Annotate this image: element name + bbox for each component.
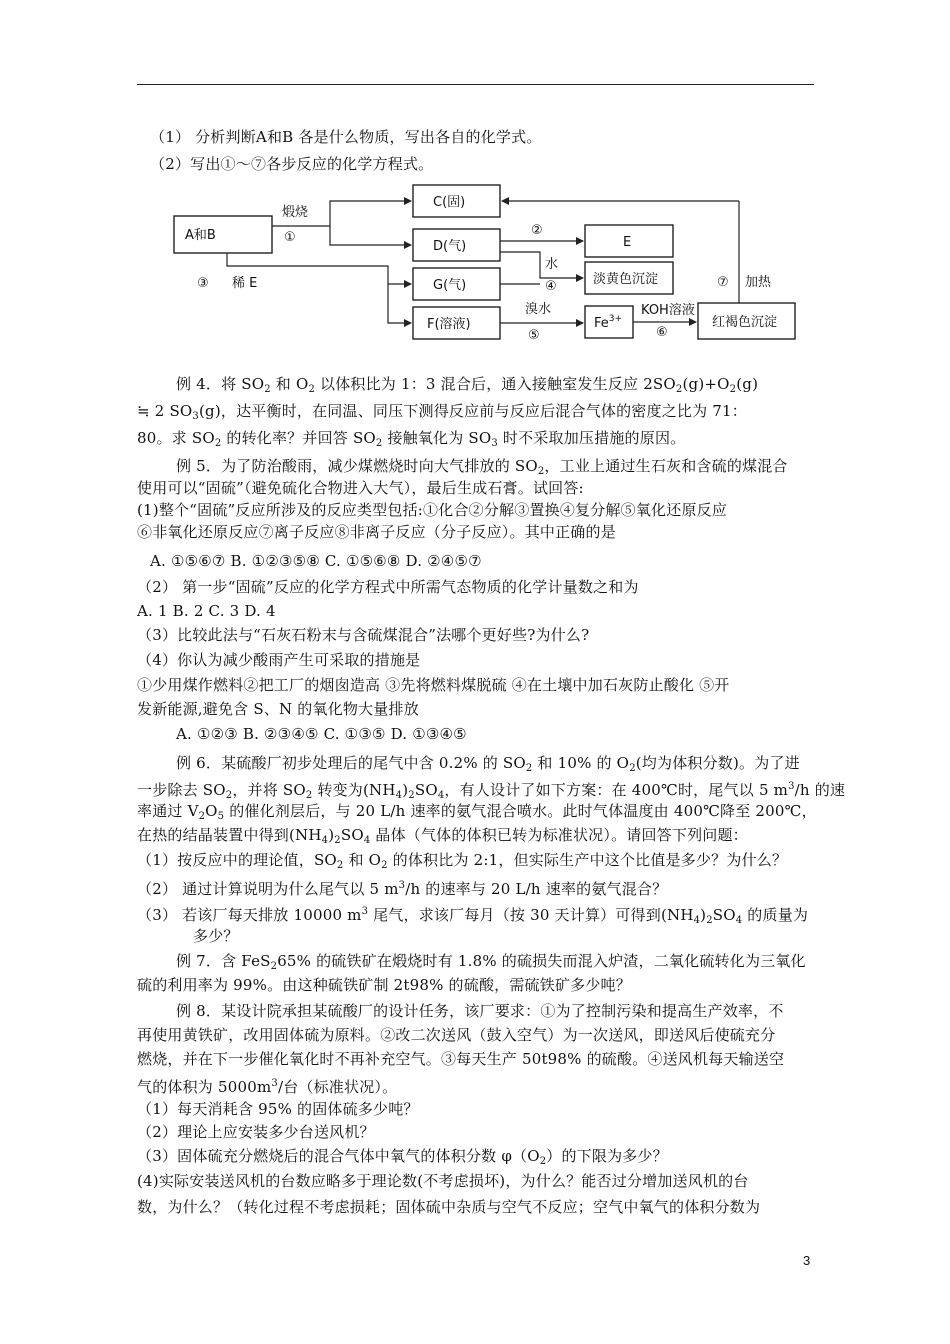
example-5-line-2: 使用可以“固硫”（避免硫化合物进入大气），最后生成石膏。试回答: — [137, 479, 584, 497]
example-5-options-4: A. ①②③ B. ②③④⑤ C. ①③⑤ D. ①③④⑤ — [176, 725, 467, 743]
example-4-line-2: ≒ 2 $SO_3(g)$，达平衡时，在同温、同压下测得反应前与反应后混合气体的密度之比为 71： — [137, 402, 747, 422]
example-8-q4-cont: 数，为什么？（转化过程不考虑损耗；固体硫中杂质与空气不反应；空气中氧气的体积分数为 — [137, 1198, 761, 1216]
example-8-q1: （1）每天消耗含 95% 的固体硫多少吨？ — [137, 1100, 419, 1118]
box-e-label: E — [623, 235, 632, 250]
arrow-d-to-yellow — [500, 252, 583, 278]
example-8-line-1: 例 8．某设计院承担某硫酸厂的设计任务，该厂要求：①为了控制污染和提高生产效率，不 — [176, 1002, 784, 1020]
example-5-line-3: (1)整个“固硫”反应所涉及的反应类型包括:①化合②分解③置换④复分解⑤氧化还原反应 — [137, 501, 728, 519]
example-6-line-1: 例 6．某硫酸厂初步处理后的尾气中含 0.2% 的 $SO_2$ 和 10% 的 $O_2$(均为体积分数)。为了进 — [176, 754, 800, 774]
label-bromine-water: 溴水 — [525, 302, 552, 317]
example-6-q1: （1）按反应中的理论值，$SO_2$ 和 $O_2$ 的体积比为 2:1，但实际生产中这个比值是多少？为什么？ — [137, 851, 788, 871]
label-step-1: ① — [284, 230, 296, 245]
example-8-q2: （2）理论上应安装多少台送风机？ — [137, 1123, 375, 1141]
box-f-label: F(溶液) — [427, 317, 471, 332]
example-5-line-1: 例 5．为了防治酸雨，减少煤燃烧时向大气排放的 $SO_2$，工业上通过生石灰和含硫的煤混合 — [176, 457, 788, 477]
box-g-label: G(气) — [433, 278, 467, 293]
example-5-options-2: A. 1 B. 2 C. 3 D. 4 — [137, 602, 276, 620]
example-6-q3: （3） 若该厂每天排放 10000 $m^3$ 尾气，求该厂每月（按 30 天计算）可得到$(NH_4)_2SO_4$ 的质量为 — [137, 906, 809, 926]
label-calcine: 煅烧 — [282, 205, 309, 220]
header-rule — [137, 84, 814, 85]
example-5-line-4: ⑥非氧化还原反应⑦离子反应⑧非离子反应（分子反应）。其中正确的是 — [137, 523, 616, 541]
example-8-line-3: 燃烧，并在下一步催化氧化时不再补充空气。③每天生产 50t98% 的硫酸。④送风机每天输送空 — [137, 1050, 785, 1068]
example-7-line-2: 硫的利用率为 99%。由这种硫铁矿制 2t98% 的硫酸，需硫铁矿多少吨？ — [137, 976, 631, 994]
example-6-line-2: 一步除去 $SO_2$，并将 $SO_2$ 转变为$(NH_4)_2SO_4$，有人设计了如下方案：在 400℃时，尾气以 5 $m^3/h$ 的速 — [137, 781, 846, 801]
label-step-2: ② — [531, 223, 543, 238]
arrow-to-f — [388, 284, 411, 323]
question-1: （1） 分析判断A和B 各是什么物质，写出各自的化学式。 — [150, 128, 542, 146]
label-step-7: ⑦ — [717, 275, 729, 290]
example-8-line-4: 气的体积为 $5000m^3/$台（标准状况）。 — [137, 1078, 398, 1096]
label-step-4: ④ — [545, 279, 557, 294]
example-8-q3: （3）固体硫充分燃烧后的混合气体中氧气的体积分数 $\varphi(O_2)$的下限为多少？ — [137, 1147, 668, 1167]
example-5-options-1: A. ①⑤⑥⑦ B. ①②③⑤⑧ C. ①⑤⑥⑧ D. ②④⑤⑦ — [150, 552, 482, 570]
box-d-label: D(气) — [433, 239, 467, 254]
arrow-to-d — [330, 226, 411, 245]
example-5-line-8: （3）比较此法与“石灰石粉末与含硫煤混合”法哪个更好些?为什么? — [137, 626, 590, 644]
label-step-3: ③ — [197, 276, 209, 291]
reaction-flow-diagram — [165, 180, 805, 350]
example-6-q3-cont: 多少？ — [193, 927, 239, 945]
label-water: 水 — [545, 257, 559, 272]
example-8-line-2: 再使用黄铁矿，改用固体硫为原料。②改二次送风（鼓入空气）为一次送风，即送风后使硫充分 — [137, 1026, 776, 1044]
label-step-6: ⑥ — [656, 325, 668, 340]
page-number: 3 — [803, 1253, 811, 1268]
box-c-label: C(固) — [433, 195, 466, 210]
label-heat: 加热 — [745, 275, 772, 290]
example-5-line-11: 发新能源,避免含 S、N 的氧化物大量排放 — [137, 700, 419, 718]
example-5-line-10: ①少用煤作燃料②把工厂的烟囱造高 ③先将燃料煤脱硫 ④在土壤中加石灰防止酸化 ⑤开 — [137, 676, 730, 694]
box-a-and-b-label: A和B — [185, 228, 216, 243]
example-6-line-3: 率通过 $V_2O_5$ 的催化剂层后，与 20 L/h 速率的氨气混合喷水。此时气体温度由 400℃降至 200℃， — [137, 802, 817, 822]
example-5-line-9: （4）你认为减少酸雨产生可采取的措施是 — [137, 651, 421, 669]
example-4-line-3: 80。求 $SO_2$ 的转化率？并回答 $SO_2$ 接触氧化为 $SO_3$ 时不采取加压措施的原因。 — [137, 429, 686, 449]
example-5-line-6: （2） 第一步“固硫”反应的化学方程式中所需气态物质的化学计量数之和为 — [137, 578, 639, 596]
label-step-5: ⑤ — [528, 328, 540, 343]
question-2: （2）写出①～⑦各步反应的化学方程式。 — [150, 155, 434, 173]
example-7-line-1: 例 7．含 FeS$_2$65% 的硫铁矿在煅烧时有 1.8% 的硫损失而混入炉渣，二氧化硫转化为三氧化 — [176, 952, 806, 972]
example-8-q4: (4)实际安装送风机的台数应略多于理论数(不考虑损坏)，为什么？能否过分增加送风机的台 — [137, 1172, 749, 1190]
box-fe3-label: $Fe^{3+}$ — [594, 314, 623, 331]
box-red-label: 红褐色沉淀 — [712, 315, 778, 330]
box-yellow-label: 淡黄色沉淀 — [593, 272, 659, 287]
example-6-q2: （2） 通过计算说明为什么尾气以 5 $m^3/h$ 的速率与 20 L/h 速率的氨气混合？ — [137, 880, 668, 898]
label-koh: KOH溶液 — [641, 303, 695, 318]
example-4-line-1: 例 4．将 $SO_2$ 和 $O_2$ 以体积比为 1：3 混合后，通入接触室发生反应 $2SO_2(g)+O_2(g)$ — [176, 375, 759, 395]
label-dilute-e: 稀 E — [232, 276, 258, 291]
example-6-line-4: 在热的结晶装置中得到$(NH_4)_2SO_4$ 晶体（气体的体积已转为标准状况）。请回答下列问题： — [137, 826, 748, 846]
